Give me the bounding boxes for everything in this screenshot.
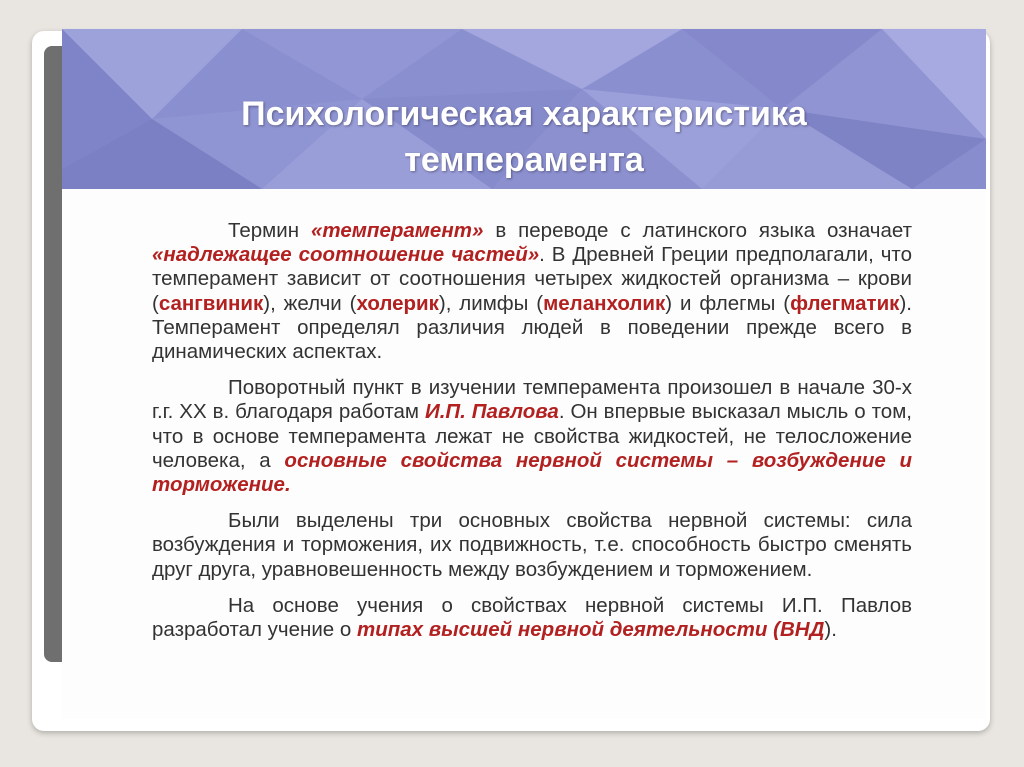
term-melancholic: меланхолик (543, 291, 666, 315)
paragraph-1-text: ), желчи ( (263, 291, 357, 315)
term-choleric: холерик (356, 291, 439, 315)
slide-content (152, 219, 912, 654)
term-pavlov: И.П. Павлова (424, 400, 559, 424)
paragraph-3 (152, 509, 912, 582)
paragraph-4 (152, 594, 912, 642)
paragraph-2 (152, 376, 912, 497)
term-nervous-system-properties: основные свойства нервной системы – возбуждение и торможение. (152, 448, 912, 497)
paragraph-1-text: . В Древней Греции предполагали, что темперамент зависит от соотношения четырех жидкостей организма – крови ( (152, 243, 912, 315)
paragraph-2-text: . Он впервые высказал мысль о том, что в основе темперамента лежат не свойства жидкостей, не телосложение человека, а (152, 400, 912, 472)
page-title (62, 91, 986, 183)
paragraph-4-text: ). (824, 618, 837, 642)
paragraph-1-text: ), лимфы ( (438, 291, 544, 315)
paragraph-1-text: в переводе с латинского языка означает (483, 219, 912, 242)
paragraph-2-text: Поворотный пункт в изучении темперамента произошел в начале 30-х г.г. XX в. благодаря работам (152, 376, 912, 424)
term-phlegmatic: флегматик (790, 291, 900, 315)
paragraph-3-text: Были выделены три основных свойства нервной системы: сила возбуждения и торможения, их подвижность, т.е. способность быстро сменять друг друга, уравновешенность между возбуждением и торможением. (152, 509, 912, 581)
paragraph-1-text: ) и флегмы ( (665, 291, 791, 315)
term-proper-ratio: «надлежащее соотношение частей» (152, 243, 540, 267)
paragraph-1 (152, 219, 912, 364)
title-line-2: темперамента (404, 141, 644, 179)
title-line-1: Психологическая характеристика (241, 95, 807, 133)
frame-left-strip (44, 46, 62, 662)
paragraph-4-text: На основе учения о свойствах нервной системы И.П. Павлов разработал учение о (152, 593, 912, 642)
slide-header (62, 29, 986, 189)
paragraph-1-text: Термин (228, 219, 311, 242)
term-temperament: «темперамент» (311, 219, 484, 242)
paragraph-1-text: ). Темперамент определял различия людей в поведении прежде всего в динамических аспектах. (152, 291, 912, 364)
term-sanguine: сангвиник (158, 291, 264, 315)
term-higher-nervous-activity: типах высшей нервной деятельности (ВНД (356, 618, 825, 642)
slide (62, 29, 986, 719)
